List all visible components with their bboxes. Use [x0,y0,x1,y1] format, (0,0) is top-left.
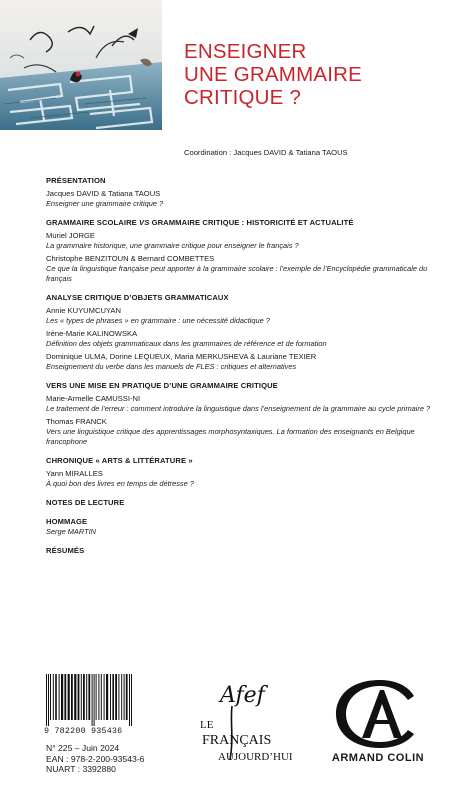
barcode-bar [118,674,119,720]
barcode-bar [131,674,132,726]
entry-author: Muriel JORGE [46,231,95,240]
entry-author: Dominique ULMA, Dorine LEQUEUX, Maria MERKUSHEVA & Lauriane TEXIER [46,352,317,361]
toc-entry [46,352,446,372]
toc-entry [46,527,446,537]
barcode-bar [94,674,95,726]
toc-section [46,517,446,537]
barcode-bar [71,674,73,720]
afef-aujourdhui: AUJOURD’HUI [218,751,293,763]
entry-title: Le traitement de l’erreur : comment introduire la linguistique dans l’enseignement de la grammaire au cycle primaire ? [46,404,431,413]
toc-section [46,381,446,447]
entry-title: Serge MARTIN [46,527,96,536]
barcode-bar [78,674,80,720]
issue-number: N° 225 – Juin 2024 [46,743,120,753]
barcode-bar [98,674,99,720]
entry-author: Yann MIRALLES [46,469,103,478]
entry-title: Les « types de phrases » en grammaire : une nécessité didactique ? [46,316,270,325]
afef-le: LE [200,719,214,731]
barcode-bar [112,674,114,720]
toc-entry [46,329,446,349]
heading-part: GRAMMAIRE CRITIQUE : HISTORICITÉ ET ACTUALITÉ [149,218,354,227]
barcode-digits: 9 782200 935436 [44,726,123,736]
barcode-bar [104,674,105,720]
entry-author: Annie KUYUMCUYAN [46,306,121,315]
entry-author: Marie-Armelle CAMUSSI-NI [46,394,141,403]
toc-entry [46,306,446,326]
heading-part: GRAMMAIRE SCOLAIRE [46,218,140,227]
title-line: CRITIQUE ? [184,86,302,109]
nuart-code: NUART : 3392880 [46,764,116,774]
entry-title: La grammaire historique, une grammaire critique pour enseigner le français ? [46,241,299,250]
section-heading: PRÉSENTATION [46,176,106,185]
section-heading: ANALYSE CRITIQUE D’OBJETS GRAMMATICAUX [46,293,229,302]
toc-entry [46,469,446,489]
entry-author: Christophe BENZITOUN & Bernard COMBETTES [46,254,215,263]
barcode-bar [115,674,117,720]
barcode-bar [50,674,51,720]
barcode-bar [101,674,102,720]
barcode-bar [81,674,82,720]
barcode-bar [55,674,57,720]
toc-entry [46,231,446,251]
entry-author: Jacques DAVID & Tatiana TAOUS [46,189,161,198]
barcode-bar [110,674,111,720]
cover-illustration [0,0,162,130]
entry-title: À quoi bon des livres en temps de détresse ? [46,479,194,488]
afef-francais: FRANÇAIS [202,733,272,748]
book-title [184,40,454,109]
coordination-line: Coordination : Jacques DAVID & Tatiana TAOUS [184,148,348,157]
barcode-bar [129,674,130,726]
section-heading: NOTES DE LECTURE [46,498,125,507]
barcode-bar [68,674,70,720]
toc-section [46,546,446,556]
barcode-bar [86,674,87,720]
table-of-contents [46,176,446,565]
barcode-bar [64,674,66,720]
toc-entry [46,254,446,284]
barcode-bar [96,674,97,720]
barcode-bar [83,674,85,720]
entry-title: Enseigner une grammaire critique ? [46,199,164,208]
section-heading: VERS UNE MISE EN PRATIQUE D’UNE GRAMMAIRE CRITIQUE [46,381,278,390]
barcode-bar [88,674,90,720]
section-heading: CHRONIQUE « ARTS & LITTÉRATURE » [46,456,193,465]
entry-title: Ce que la linguistique française peut apporter à la grammaire scolaire : l’exemple de l’Encyclopédie grammaticale du français [46,264,428,283]
title-line: ENSEIGNER [184,40,307,63]
toc-entry [46,394,446,414]
barcode-bar [46,674,47,726]
barcode-bar [121,674,122,720]
barcode-bar [126,674,128,720]
afef-logo [196,676,306,772]
section-heading: HOMMAGE [46,517,88,526]
publisher-name: ARMAND COLIN [331,752,425,764]
entry-title: Définition des objets grammaticaux dans les grammaires de référence et de formation [46,339,327,348]
barcode-bar [74,674,76,720]
toc-section [46,293,446,372]
entry-author: Irène-Marie KALINOWSKA [46,329,138,338]
entry-title: Vers une linguistique critique des apprentissages morphosyntaxiques. La formation des enseignants en Belgique francophone [46,427,415,446]
toc-entry [46,417,446,447]
barcode-bar [53,674,54,720]
ean-code: EAN : 978-2-200-93543-6 [46,753,145,764]
barcode-bar [61,674,63,720]
toc-section [46,498,446,508]
barcode-bar [48,674,49,726]
section-heading [46,218,446,228]
toc-section [46,218,446,284]
title-line: UNE GRAMMAIRE [184,63,363,86]
toc-section [46,456,446,489]
heading-part-italic: VS [139,218,150,227]
section-heading: RÉSUMÉS [46,546,85,555]
entry-title: Enseignement du verbe dans les manuels de FLES : critiques et alternatives [46,362,297,371]
toc-section [46,176,446,209]
barcode-bar [106,674,108,720]
barcode-bar [92,674,93,726]
barcode-bar [124,674,125,720]
entry-author: Thomas FRANCK [46,417,107,426]
barcode-bar [59,674,60,720]
publication-info [46,743,144,775]
barcode-bars [44,674,148,726]
afef-name: Afef [220,683,265,708]
toc-entry [46,189,446,209]
